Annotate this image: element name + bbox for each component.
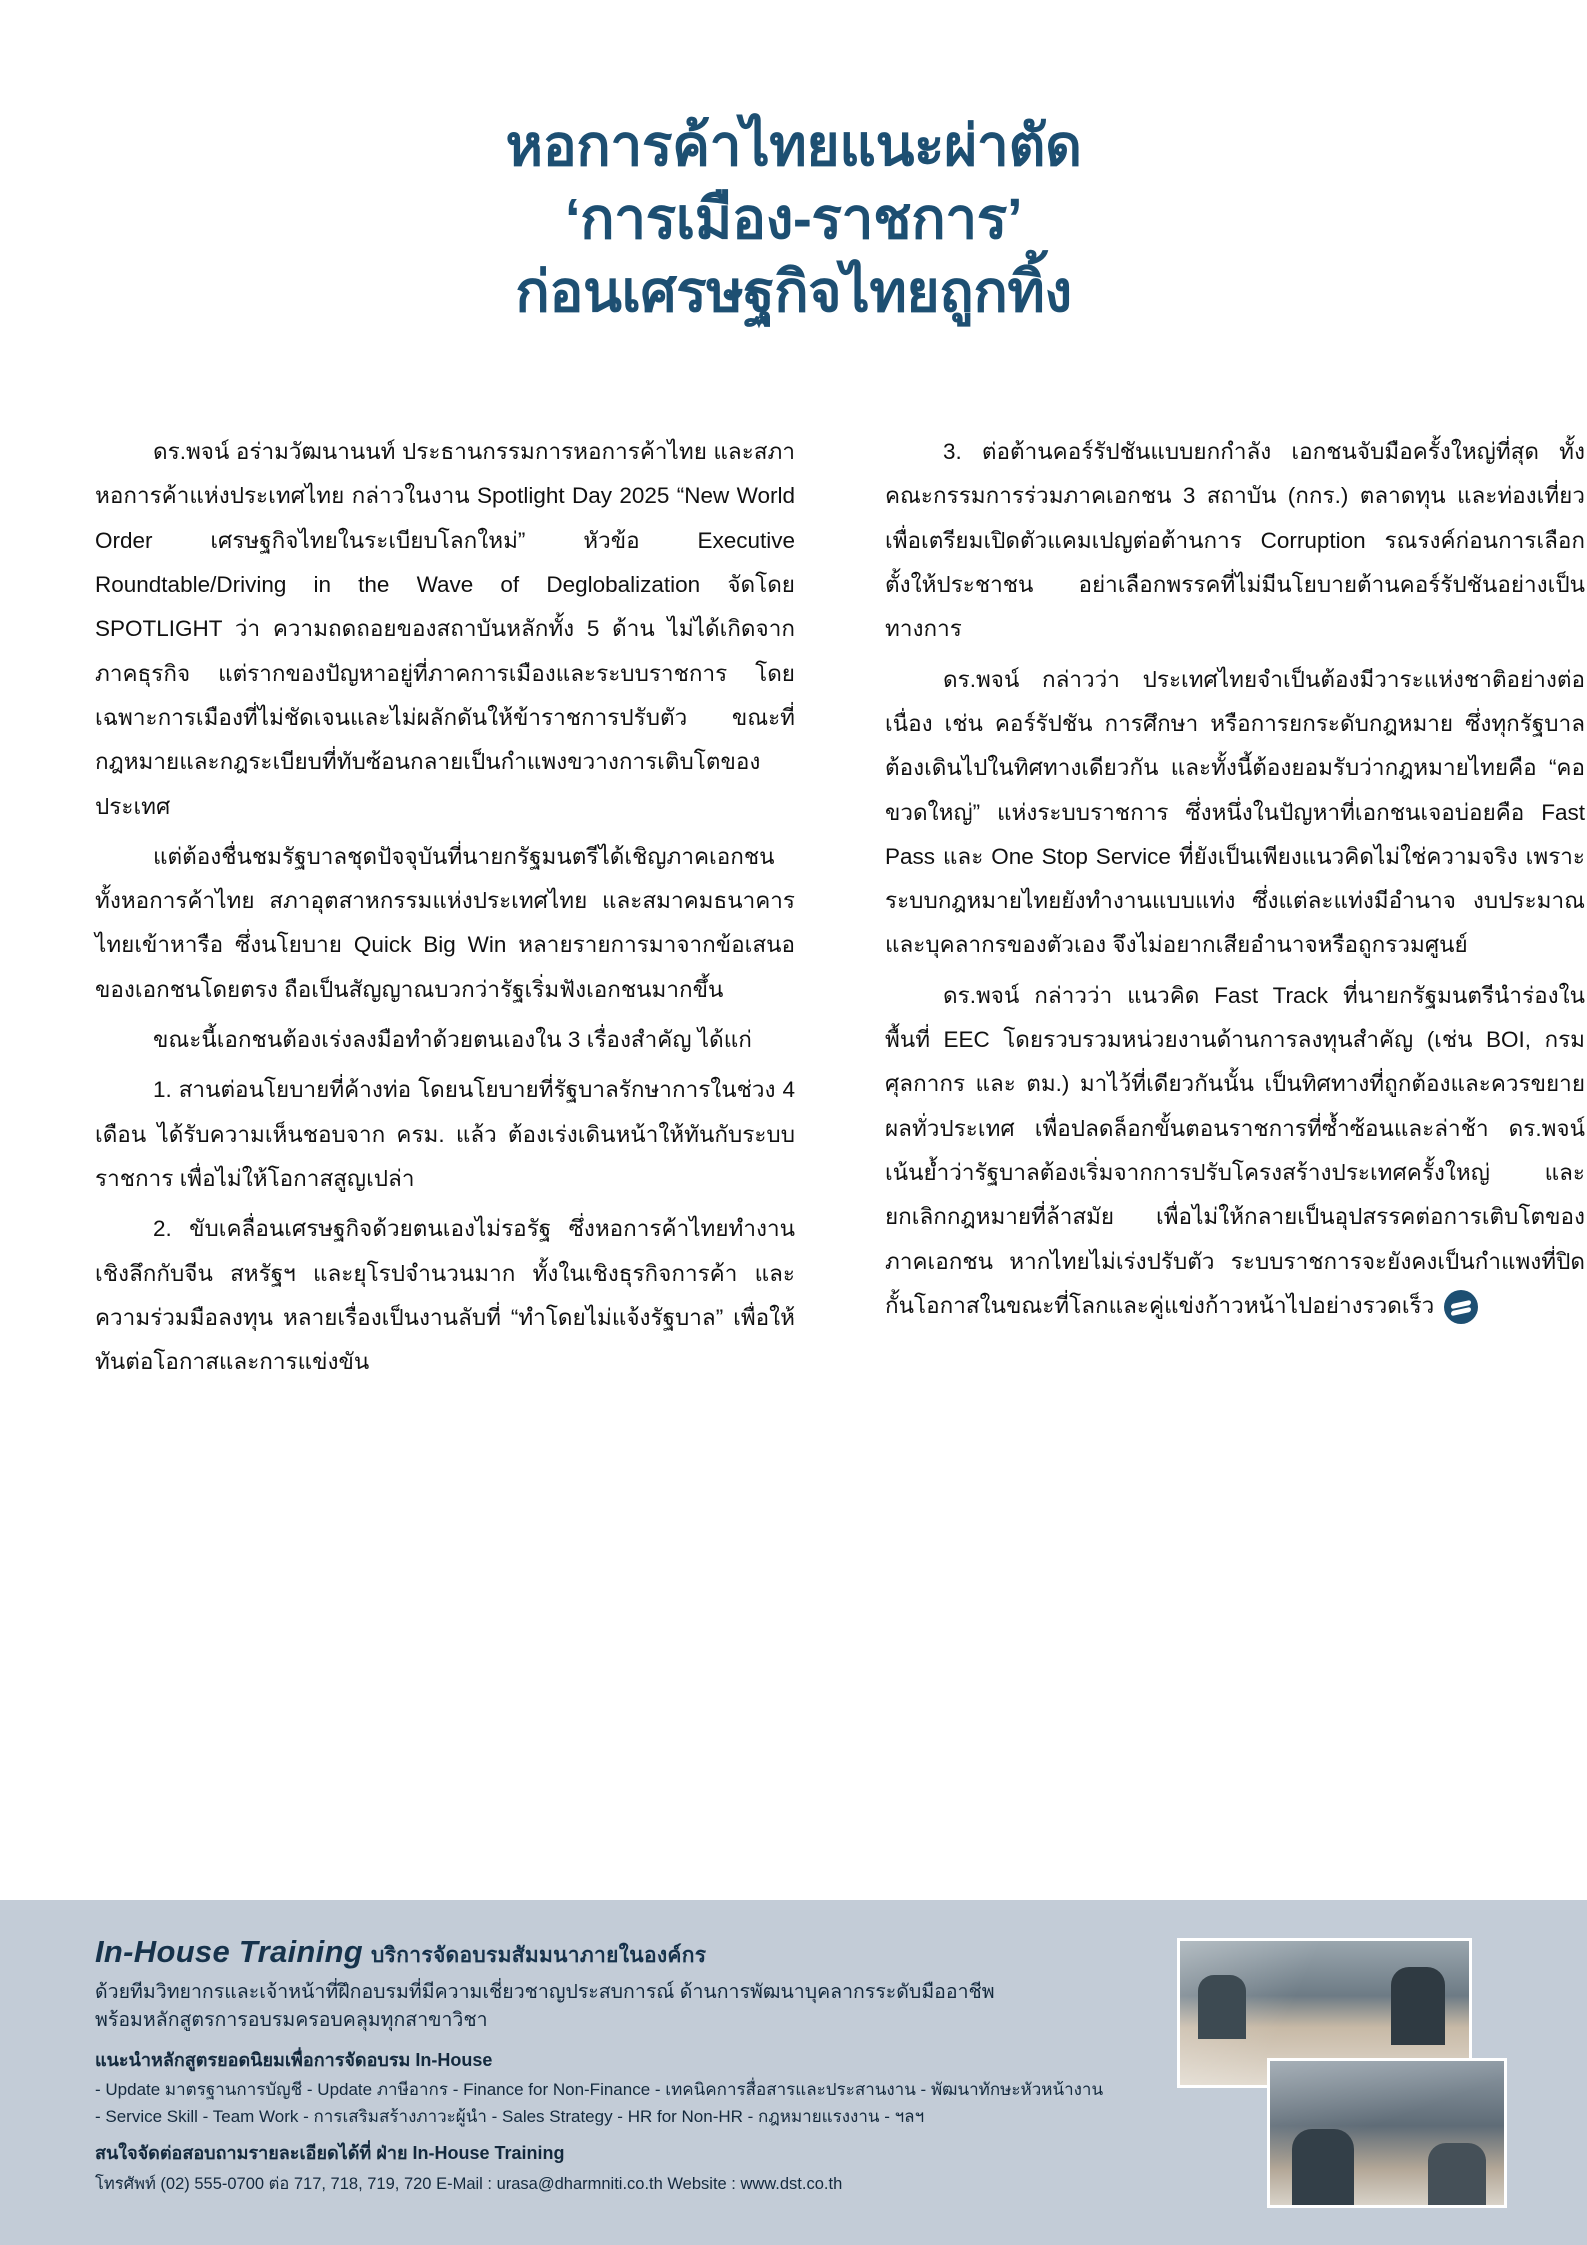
paragraph: 3. ต่อต้านคอร์รัปชันแบบยกกำลัง เอกชนจับมือครั้งใหญ่ที่สุด ทั้งคณะกรรมการร่วมภาคเอกชน 3 สถาบัน (กกร.) ตลาดทุน และท่องเที่ยว เพื่อเตรียมเปิดตัวแคมเปญต่อต้านการ Corruption รณรงค์ก่อนการเลือกตั้งให้ประชาชน อย่าเลือกพรรคที่ไม่มีนโยบายต้านคอร์รัปชันอย่างเป็นทางการ xyxy=(885,439,1585,642)
paragraph: ขณะนี้เอกชนต้องเร่งลงมือทำด้วยตนเองใน 3 เรื่องสำคัญ ได้แก่ xyxy=(153,1027,752,1053)
ad-lead xyxy=(95,1978,1085,2035)
paragraph: 1. สานต่อนโยบายที่ค้างท่อ โดยนโยบายที่รัฐบาลรักษาการในช่วง 4 เดือน ได้รับความเห็นชอบจาก ครม. แล้ว ต้องเร่งเดินหน้าให้ทันกับระบบราชการ เพื่อไม่ให้โอกาสสูญเปล่า xyxy=(95,1077,795,1191)
ad-photo-workshop xyxy=(1267,2058,1507,2208)
left-column xyxy=(95,430,795,1391)
advertisement-banner xyxy=(0,1900,1587,2245)
headline-line-3: ก่อนเศรษฐกิจไทยถูกทิ้ง xyxy=(515,259,1072,324)
ad-lead-line-1: ด้วยทีมวิทยากรและเจ้าหน้าที่ฝึกอบรมที่มีความเชี่ยวชาญประสบการณ์ ด้านการพัฒนาบุคลากรระดับมืออาชีพ xyxy=(95,1981,995,2003)
ad-photo-group xyxy=(1177,1938,1507,2208)
ad-lead-line-2: พร้อมหลักสูตรการอบรมครอบคลุมทุกสาขาวิชา xyxy=(95,2009,488,2032)
headline-line-2: ‘การเมือง-ราชการ’ xyxy=(564,186,1023,251)
paragraph-text: ดร.พจน์ กล่าวว่า แนวคิด Fast Track ที่นายกรัฐมนตรีนำร่องในพื้นที่ EEC โดยรวบรวมหน่วยงานด้านการลงทุนสำคัญ (เช่น BOI, กรมศุลกากร และ ตม.) มาไว้ที่เดียวกันนั้น เป็นทิศทางที่ถูกต้องและควรขยายผลทั่วประเทศ เพื่อปลดล็อกขั้นตอนราชการที่ซ้ำซ้อนและล่าช้า ดร.พจน์เน้นย้ำว่ารัฐบาลต้องเริ่มจากการปรับโครงสร้างประเทศครั้งใหญ่ และยกเลิกกฎหมายที่ล้าสมัย เพื่อไม่ให้กลายเป็นอุปสรรคต่อการเติบโตของภาคเอกชน หากไทยไม่เร่งปรับตัว ระบบราชการจะยังคงเป็นกำแพงที่ปิดกั้นโอกาสในขณะที่โลกและคู่แข่งก้าวหน้าไปอย่างรวดเร็ว xyxy=(885,982,1585,1318)
paragraph: แต่ต้องชื่นชมรัฐบาลชุดปัจจุบันที่นายกรัฐมนตรีได้เชิญภาคเอกชน ทั้งหอการค้าไทย สภาอุตสาหกรรมแห่งประเทศไทย และสมาคมธนาคารไทยเข้าหารือ ซึ่งนโยบาย Quick Big Win หลายรายการมาจากข้อเสนอของเอกชนโดยตรง ถือเป็นสัญญาณบวกว่ารัฐเริ่มฟังเอกชนมากขึ้น xyxy=(95,843,795,1002)
paragraph xyxy=(885,974,1585,1329)
headline-line-1: หอการค้าไทยแนะผ่าตัด xyxy=(505,114,1082,178)
paragraph: ดร.พจน์ อร่ามวัฒนานนท์ ประธานกรรมการหอการค้าไทย และสภาหอการค้าแห่งประเทศไทย กล่าวในงาน Spotlight Day 2025 “New World Order เศรษฐกิจไทยในระเบียบโลกใหม่” หัวข้อ Executive Roundtable/Driving in the Wave of Deglobalization จัดโดย SPOTLIGHT ว่า ความถดถอยของสถาบันหลักทั้ง 5 ด้าน ไม่ได้เกิดจากภาคธุรกิจ แต่รากของปัญหาอยู่ที่ภาคการเมืองและระบบราชการ โดยเฉพาะการเมืองที่ไม่ชัดเจนและไม่ผลักดันให้ข้าราชการปรับตัว ขณะที่กฎหมายและกฎระเบียบที่ทับซ้อนกลายเป็นกำแพงขวางการเติบโตของประเทศ xyxy=(95,439,795,819)
ad-course-line-1: - Update มาตรฐานการบัญชี - Update ภาษีอากร - Finance for Non-Finance - เทคนิคการสื่อสารและประสานงาน - พัฒนาทักษะหัวหน้างาน xyxy=(95,2079,1104,2099)
ad-course-line-2: - Service Skill - Team Work - การเสริมสร้างภาวะผู้นำ - Sales Strategy - HR for Non-HR - กฎหมายแรงงาน - ฯลฯ xyxy=(95,2106,925,2126)
publisher-logo-icon xyxy=(1444,1290,1478,1324)
ad-subtitle: บริการจัดอบรมสัมมนาภายในองค์กร xyxy=(371,1944,707,1967)
right-column xyxy=(885,430,1585,1391)
ad-section-heading: แนะนำหลักสูตรยอดนิยมเพื่อการจัดอบรม In-House xyxy=(95,2049,493,2070)
paragraph: ดร.พจน์ กล่าวว่า ประเทศไทยจำเป็นต้องมีวาระแห่งชาติอย่างต่อเนื่อง เช่น คอร์รัปชัน การศึกษา หรือการยกระดับกฎหมาย ซึ่งทุกรัฐบาลต้องเดินไปในทิศทางเดียวกัน และทั้งนี้ต้องยอมรับว่ากฎหมายไทยคือ “คอขวดใหญ่” แห่งระบบราชการ ซึ่งหนึ่งในปัญหาที่เอกชนเจอบ่อยคือ Fast Pass และ One Stop Service ที่ยังเป็นเพียงแนวคิดไม่ใช่ความจริง เพราะระบบกฎหมายไทยยังทำงานแบบแท่ง ซึ่งแต่ละแท่งมีอำนาจ งบประมาณ และบุคลากรของตัวเอง จึงไม่อยากเสียอำนาจหรือถูกรวมศูนย์ xyxy=(885,666,1585,958)
ad-contact-info[interactable]: โทรศัพท์ (02) 555-0700 ต่อ 717, 718, 719, 720 E-Mail : urasa@dharmniti.co.th Website : www.dst.co.th xyxy=(95,2174,843,2193)
paragraph: 2. ขับเคลื่อนเศรษฐกิจด้วยตนเองไม่รอรัฐ ซึ่งหอการค้าไทยทำงานเชิงลึกกับจีน สหรัฐฯ และยุโรปจำนวนมาก ทั้งในเชิงธุรกิจการค้า และความร่วมมือลงทุน หลายเรื่องเป็นงานลับที่ “ทำโดยไม่แจ้งรัฐบาล” เพื่อให้ทันต่อโอกาสและการแข่งขัน xyxy=(95,1216,795,1375)
article-body xyxy=(0,430,1587,1391)
ad-call-to-action: สนใจจัดต่อสอบถามรายละเอียดได้ที่ ฝ่าย In-House Training xyxy=(95,2142,565,2163)
ad-title-text: In-House Training xyxy=(95,1934,364,1969)
page-title xyxy=(0,0,1587,329)
